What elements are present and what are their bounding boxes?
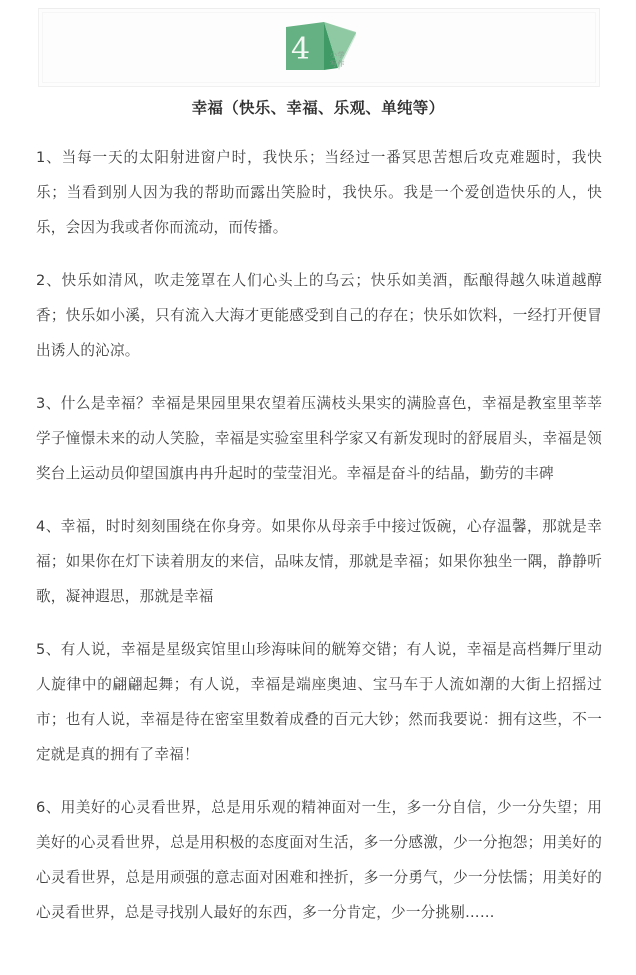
paragraph-1: 1、当每一天的太阳射进窗户时，我快乐；当经过一番冥思苦想后攻克难题时，我快乐；当看到别人因为我的帮助而露出笑脸时，我快乐。我是一个爱创造快乐的人，快乐，会因为我或者你而流动，而传播。 xyxy=(36,149,602,236)
header-logo-card xyxy=(38,8,600,87)
paragraph-3: 3、什么是幸福？幸福是果园里果农望着压满枝头果实的满脸喜色，幸福是教室里莘莘学子憧憬未来的动人笑脸，幸福是实验室里科学家又有新发现时的舒展眉头，幸福是领奖台上运动员仰望国旗冉冉升起时的莹莹泪光。幸福是奋斗的结晶，勤劳的丰碑 xyxy=(36,395,602,482)
book-logo-icon xyxy=(278,18,360,80)
article-body xyxy=(36,140,602,930)
logo-subtitle xyxy=(330,51,346,69)
logo-subtitle-line2: 写作 xyxy=(330,59,345,68)
logo-number: 4 xyxy=(291,31,311,67)
paragraph-4: 4、幸福，时时刻刻围绕在你身旁。如果你从母亲手中接过饭碗，心存温馨，那就是幸福；如果你在灯下读着朋友的来信，品味友情，那就是幸福；如果你独坐一隅，静静听歌，凝神遐思，那就是幸福 xyxy=(36,518,602,605)
paragraph-5: 5、有人说，幸福是星级宾馆里山珍海味间的觥筹交错；有人说，幸福是高档舞厅里动人旋律中的翩翩起舞；有人说，幸福是端座奥迪、宝马车于人流如潮的大街上招摇过市；也有人说，幸福是待在密室里数着成叠的百元大钞；然而我要说：拥有这些，不一定就是真的拥有了幸福！ xyxy=(36,641,602,763)
logo-subtitle-line1: 小学 xyxy=(330,50,345,59)
paragraph-6: 6、用美好的心灵看世界，总是用乐观的精神面对一生，多一分自信，少一分失望；用美好的心灵看世界，总是用积极的态度面对生活，多一分感激，少一分抱怨；用美好的心灵看世界，总是用顽强的意志面对困难和挫折，多一分勇气，少一分怯懦；用美好的心灵看世界，总是寻找别人最好的东西，多一分肯定，少一分挑剔…… xyxy=(36,799,602,921)
page-title: 幸福（快乐、幸福、乐观、单纯等） xyxy=(191,99,445,117)
paragraph-2: 2、快乐如清风，吹走笼罩在人们心头上的乌云；快乐如美酒，酝酿得越久味道越醇香；快乐如小溪，只有流入大海才更能感受到自己的存在；快乐如饮料，一经打开便冒出诱人的沁凉。 xyxy=(36,272,602,359)
